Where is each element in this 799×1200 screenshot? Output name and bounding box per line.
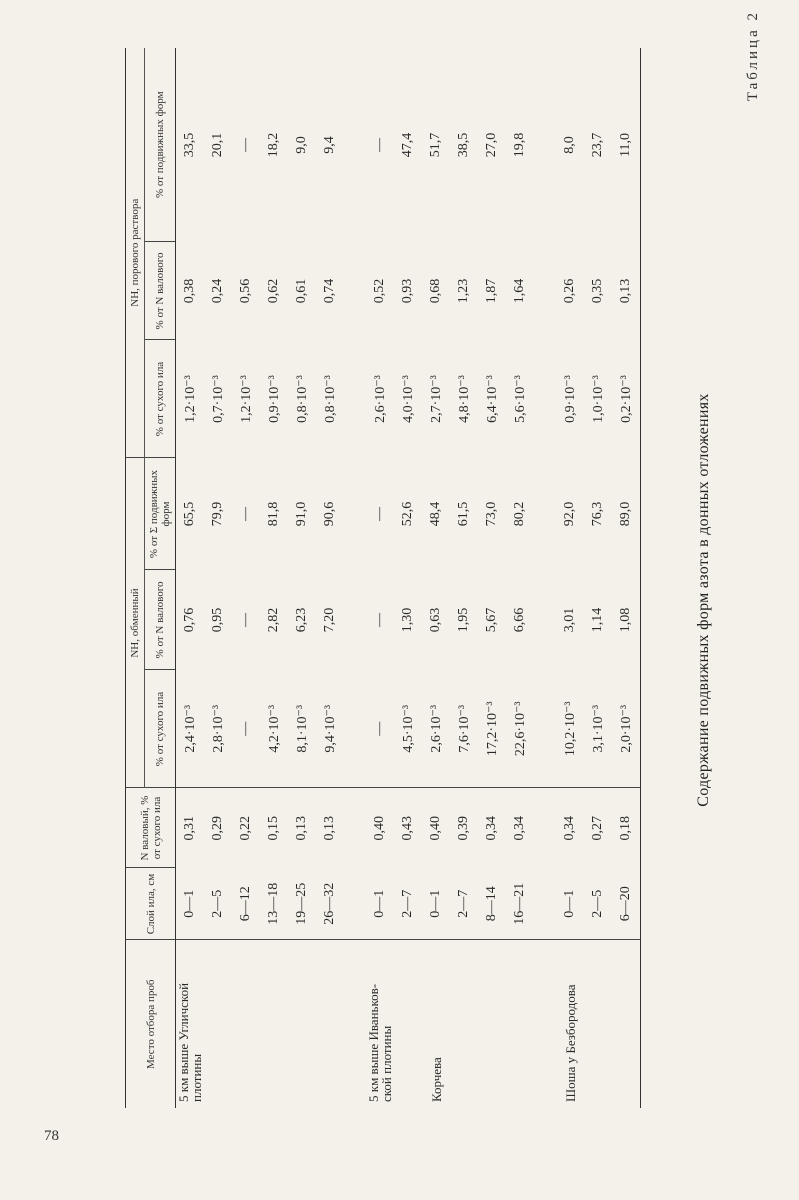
cell-exchange-pct-sum: 89,0 [612, 458, 641, 570]
cell-layer: 16—21 [506, 868, 534, 940]
cell-place [506, 940, 534, 1108]
cell-pore-pct-mobile: 27,0 [484, 132, 499, 158]
cell-exchange-pct-n: 0,76 [182, 607, 197, 633]
cell-pore-pct-mobile: 8,0 [562, 136, 577, 154]
cell-place [584, 940, 612, 1108]
cell-exchange-pct-dry: 8,1·10⁻³ [288, 670, 316, 788]
table-row [204, 48, 232, 1108]
table-row [584, 48, 612, 1108]
header-n-total: N валовый, % от сухого ила [126, 788, 176, 868]
place-line: плотины [189, 1053, 204, 1102]
cell-exchange-pct-n: — [372, 613, 387, 627]
cell-pore-pct-n: 1,23 [456, 278, 471, 304]
cell-n-total: 0,39 [456, 816, 471, 841]
cell-n-total: 0,27 [590, 816, 605, 841]
cell-pore-pct-dry: 0,9·10⁻³ [562, 375, 578, 423]
cell-pore-pct-dry: 4,0·10⁻³ [400, 375, 416, 423]
spacer-cell [534, 940, 556, 1108]
cell-exchange-pct-sum: 90,6 [322, 501, 337, 527]
cell-place [366, 940, 394, 1108]
place-line: 5 км выше Иваньков- [366, 983, 381, 1102]
cell-layer: 0—1 [556, 868, 584, 940]
cell-pore-pct-n: 0,56 [238, 278, 253, 304]
cell-pore-pct-dry: 0,8·10⁻³ [294, 375, 310, 423]
spacer-cell [534, 868, 556, 940]
header-exchange-pct-dry: % от сухого ила [145, 670, 176, 788]
cell-n-total: 0,18 [612, 788, 641, 868]
spacer-cell [534, 670, 556, 788]
place-line: Шоша у Безбородова [562, 984, 578, 1102]
cell-n-total: 0,34 [512, 816, 527, 841]
cell-pore-pct-mobile: 11,0 [612, 48, 641, 242]
spacer-cell [344, 570, 366, 670]
table-row [288, 48, 316, 1108]
table-row [422, 48, 450, 1108]
spacer-cell [344, 48, 366, 242]
spacer-cell [344, 340, 366, 458]
cell-exchange-pct-n: 2,82 [266, 607, 281, 633]
table-row [260, 48, 288, 1108]
spacer-cell [344, 788, 366, 868]
cell-layer: 19—25 [288, 868, 316, 940]
table-caption: Содержание подвижных форм азота в донных отложениях [695, 393, 712, 807]
cell-pore-pct-dry: 1,2·10⁻³ [182, 375, 198, 423]
row-spacer [534, 48, 556, 1108]
spacer-cell [344, 242, 366, 340]
cell-n-total: 0,22 [238, 816, 253, 841]
table-row [450, 48, 478, 1108]
cell-pore-pct-n: 0,13 [612, 242, 641, 340]
cell-n-total: 0,13 [322, 816, 337, 841]
spacer-cell [344, 458, 366, 570]
place-line: Корчева [428, 1057, 444, 1102]
spacer-cell [344, 670, 366, 788]
cell-place [556, 940, 584, 1108]
cell-place [176, 940, 205, 1108]
cell-exchange-pct-dry: — [232, 670, 260, 788]
table-row [366, 48, 394, 1108]
cell-pore-pct-mobile: 9,4 [322, 136, 337, 154]
cell-place [288, 940, 316, 1108]
cell-exchange-pct-sum: 52,6 [400, 501, 415, 527]
cell-n-total: 0,13 [294, 816, 309, 841]
cell-pore-pct-mobile: 33,5 [182, 132, 197, 158]
cell-pore-pct-n: 1,64 [512, 278, 527, 304]
cell-exchange-pct-dry: 2,4·10⁻³ [176, 670, 205, 788]
cell-pore-pct-dry: 4,8·10⁻³ [456, 375, 472, 423]
cell-layer: 0—1 [366, 868, 394, 940]
cell-pore-pct-mobile: 19,8 [512, 132, 527, 158]
table-row [612, 48, 641, 1108]
table-row [176, 48, 205, 1108]
cell-place [612, 940, 641, 1108]
cell-n-total: 0,15 [266, 816, 281, 841]
cell-pore-pct-n: 0,61 [294, 278, 309, 304]
header-pore-pct-mobile: % от подвижных форм [145, 48, 176, 242]
table-row [394, 48, 422, 1108]
cell-exchange-pct-n: 7,20 [322, 607, 337, 633]
cell-pore-pct-dry: 6,4·10⁻³ [484, 375, 500, 423]
spacer-cell [534, 340, 556, 458]
cell-exchange-pct-dry: 7,6·10⁻³ [450, 670, 478, 788]
cell-exchange-pct-sum: 76,3 [590, 501, 605, 527]
cell-pore-pct-n: 0,62 [266, 278, 281, 304]
table-row [316, 48, 344, 1108]
spacer-cell [344, 940, 366, 1108]
cell-pore-pct-n: 0,35 [590, 278, 605, 304]
cell-pore-pct-dry: 0,9·10⁻³ [266, 375, 282, 423]
cell-pore-pct-dry: 0,8·10⁻³ [322, 375, 338, 423]
table-row [232, 48, 260, 1108]
cell-exchange-pct-dry: 3,1·10⁻³ [584, 670, 612, 788]
row-spacer [344, 48, 366, 1108]
cell-layer: 0—1 [422, 868, 450, 940]
table-label: Таблица 2 [745, 10, 761, 102]
cell-pore-pct-mobile: — [238, 137, 253, 152]
cell-place [204, 940, 232, 1108]
cell-layer: 8—14 [478, 868, 506, 940]
cell-exchange-pct-n: 0,63 [428, 607, 443, 633]
cell-pore-pct-dry: 0,2·10⁻³ [612, 340, 641, 458]
cell-place [260, 940, 288, 1108]
cell-pore-pct-n: 0,38 [182, 278, 197, 304]
table-row [506, 48, 534, 1108]
cell-pore-pct-mobile: 51,7 [428, 132, 443, 158]
cell-pore-pct-n: 0,52 [372, 278, 387, 304]
cell-exchange-pct-dry: 2,6·10⁻³ [422, 670, 450, 788]
cell-n-total: 0,40 [428, 816, 443, 841]
cell-n-total: 0,29 [210, 816, 225, 841]
cell-layer: 0—1 [176, 868, 205, 940]
cell-exchange-pct-n: 1,95 [456, 607, 471, 633]
cell-layer: 2—7 [394, 868, 422, 940]
cell-layer: 13—18 [260, 868, 288, 940]
cell-exchange-pct-sum: 61,5 [456, 501, 471, 527]
cell-place [394, 940, 422, 1108]
cell-n-total: 0,34 [484, 816, 499, 841]
table-body [176, 48, 641, 1108]
cell-n-total: 0,43 [400, 816, 415, 841]
cell-pore-pct-mobile: 47,4 [400, 132, 415, 158]
cell-exchange-pct-n: 6,66 [512, 607, 527, 633]
header-nh4-exchange: NH, обменный [126, 458, 145, 788]
cell-layer: 6—12 [232, 868, 260, 940]
cell-exchange-pct-n: 5,67 [484, 607, 499, 633]
table-row [556, 48, 584, 1108]
cell-exchange-pct-n: — [238, 613, 253, 627]
spacer-cell [534, 570, 556, 670]
cell-pore-pct-dry: 1,2·10⁻³ [238, 375, 254, 423]
cell-exchange-pct-n: 0,95 [210, 607, 225, 633]
cell-n-total: 0,34 [562, 816, 577, 841]
spacer-cell [534, 48, 556, 242]
cell-exchange-pct-dry: 4,5·10⁻³ [394, 670, 422, 788]
cell-exchange-pct-dry: 2,0·10⁻³ [612, 670, 641, 788]
cell-exchange-pct-n: 3,01 [562, 607, 577, 633]
cell-pore-pct-dry: 0,7·10⁻³ [210, 375, 226, 423]
spacer-cell [344, 868, 366, 940]
cell-pore-pct-dry: 2,7·10⁻³ [428, 375, 444, 423]
header-place: Место отбора проб [126, 940, 176, 1108]
cell-exchange-pct-n: 1,14 [590, 607, 605, 633]
cell-exchange-pct-n: 1,30 [400, 607, 415, 633]
cell-exchange-pct-dry: 2,8·10⁻³ [204, 670, 232, 788]
cell-place [478, 940, 506, 1108]
cell-pore-pct-n: 0,26 [562, 278, 577, 304]
header-pore-pct-n: % от N валового [145, 242, 176, 340]
cell-exchange-pct-dry: 22,6·10⁻³ [506, 670, 534, 788]
cell-pore-pct-mobile: 20,1 [210, 132, 225, 158]
cell-layer: 6—20 [612, 868, 641, 940]
cell-exchange-pct-sum: — [238, 507, 253, 521]
cell-pore-pct-mobile: 38,5 [456, 132, 471, 158]
spacer-cell [534, 458, 556, 570]
cell-exchange-pct-dry: 17,2·10⁻³ [478, 670, 506, 788]
cell-pore-pct-mobile: 18,2 [266, 132, 281, 158]
cell-pore-pct-n: 0,74 [322, 278, 337, 304]
cell-layer: 2—7 [450, 868, 478, 940]
cell-n-total: 0,40 [372, 816, 387, 841]
cell-pore-pct-n: 0,93 [400, 278, 415, 304]
header-layer: Слой ила, см [126, 868, 176, 940]
cell-place [232, 940, 260, 1108]
cell-exchange-pct-sum: 81,8 [266, 501, 281, 527]
cell-pore-pct-mobile: 23,7 [590, 132, 605, 158]
cell-pore-pct-mobile: 9,0 [294, 136, 309, 154]
header-nh4-pore: NH, порового раствора [126, 48, 145, 458]
cell-pore-pct-mobile: — [372, 137, 387, 152]
data-table [125, 48, 641, 1108]
cell-exchange-pct-sum: 48,4 [428, 501, 443, 527]
cell-exchange-pct-sum: 80,2 [512, 501, 527, 527]
cell-exchange-pct-n: 6,23 [294, 607, 309, 633]
cell-pore-pct-n: 0,24 [210, 278, 225, 304]
cell-exchange-pct-dry: 10,2·10⁻³ [556, 670, 584, 788]
cell-place [450, 940, 478, 1108]
table-row [478, 48, 506, 1108]
header-exchange-pct-sum: % от Σ подвижных форм [145, 458, 176, 570]
cell-exchange-pct-dry: — [366, 670, 394, 788]
cell-place [316, 940, 344, 1108]
cell-pore-pct-dry: 2,6·10⁻³ [372, 375, 388, 423]
cell-pore-pct-dry: 5,6·10⁻³ [512, 375, 528, 423]
cell-exchange-pct-n: 1,08 [612, 570, 641, 670]
place-line: ской плотины [379, 1025, 394, 1102]
cell-exchange-pct-sum: — [372, 507, 387, 521]
place-line: 5 км выше Угличской [176, 982, 191, 1102]
cell-place [422, 940, 450, 1108]
cell-exchange-pct-sum: 91,0 [294, 501, 309, 527]
cell-layer: 2—5 [584, 868, 612, 940]
header-pore-pct-dry: % от сухого ила [145, 340, 176, 458]
cell-pore-pct-dry: 1,0·10⁻³ [590, 375, 606, 423]
cell-layer: 2—5 [204, 868, 232, 940]
cell-exchange-pct-sum: 73,0 [484, 501, 499, 527]
cell-layer: 26—32 [316, 868, 344, 940]
spacer-cell [534, 788, 556, 868]
header-exchange-pct-n: % от N валового [145, 570, 176, 670]
cell-exchange-pct-sum: 65,5 [182, 501, 197, 527]
cell-n-total: 0,31 [182, 816, 197, 841]
spacer-cell [534, 242, 556, 340]
cell-exchange-pct-dry: 4,2·10⁻³ [260, 670, 288, 788]
cell-pore-pct-n: 0,68 [428, 278, 443, 304]
cell-exchange-pct-dry: 9,4·10⁻³ [316, 670, 344, 788]
page-number: 78 [44, 1128, 59, 1144]
cell-exchange-pct-sum: 92,0 [562, 501, 577, 527]
cell-exchange-pct-sum: 79,9 [210, 501, 225, 527]
cell-pore-pct-n: 1,87 [484, 278, 499, 304]
